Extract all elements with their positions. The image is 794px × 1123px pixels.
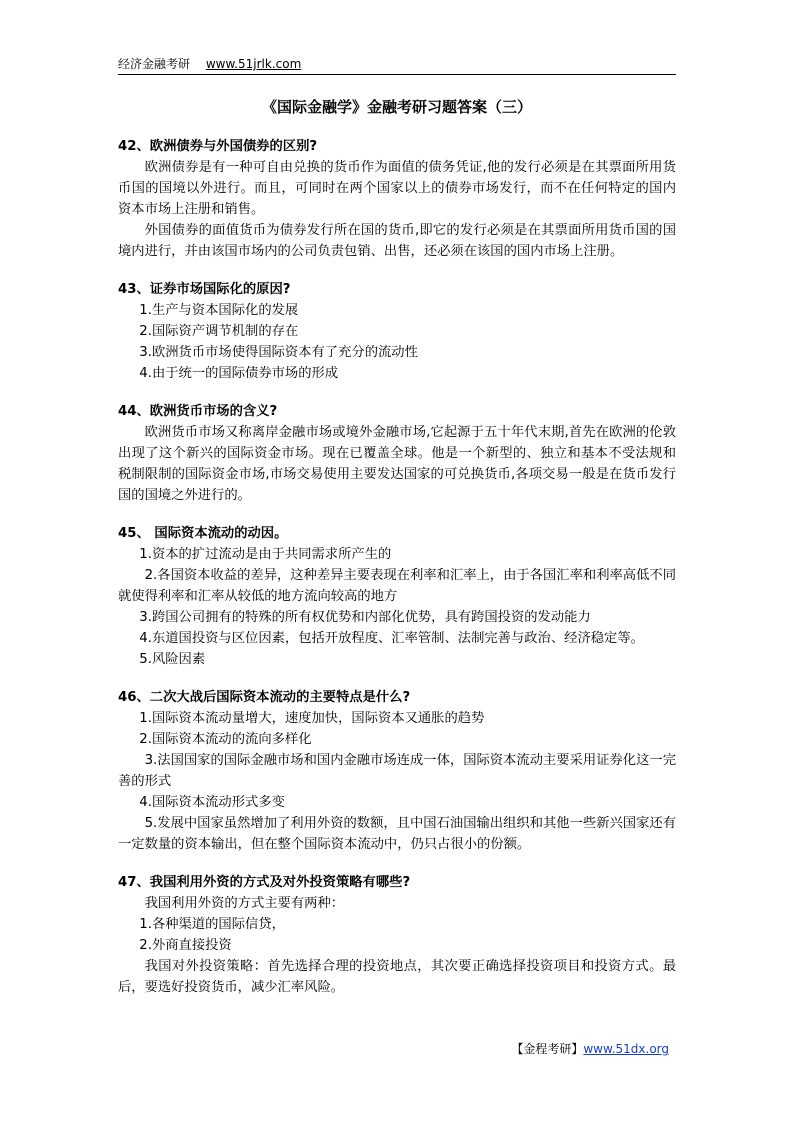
question-heading: 47、我国利用外资的方式及对外投资策略有哪些? [118,875,411,890]
question-heading: 44、欧洲货币市场的含义? [118,404,278,419]
answer-paragraph: 我国利用外资的方式主要有两种： [144,896,345,911]
question-heading: 45、 国际资本流动的动因。 [118,526,288,541]
question-43 [118,279,676,384]
question-47 [118,872,676,998]
answer-list-item: 3.法国国家的国际金融市场和国内金融市场连成一体，国际资本流动主要采用证券化这一完善的形式 [118,753,676,789]
document-title: 《国际金融学》金融考研习题答案（三） [261,98,532,116]
answer-list-item: 2.国际资本流动的流向多样化 [139,732,312,747]
answer-list-item: 3.跨国公司拥有的特殊的所有权优势和内部化优势，具有跨国投资的发动能力 [139,610,591,625]
answer-list-item: 2.外商直接投资 [139,938,232,953]
header-brand: 经济金融考研 [118,57,191,71]
answer-list-item: 2.各国资本收益的差异，这种差异主要表现在利率和汇率上，由于各国汇率和利率高低不同就使得利率和汇率从较低的地方流向较高的地方 [118,568,676,604]
footer-label: 【金程考研】 [511,1042,584,1056]
question-heading: 43、证券市场国际化的原因? [118,282,291,297]
page-footer [0,1040,669,1058]
question-45 [118,523,676,670]
answer-paragraph: 我国对外投资策略：首先选择合理的投资地点，其次要正确选择投资项目和投资方式。最后，要选好投资货币，减少汇率风险。 [118,959,676,995]
answer-list-item: 4.东道国投资与区位因素，包括开放程度、汇率管制、法制完善与政治、经济稳定等。 [139,631,644,646]
header-url-link[interactable]: www.51jrlk.com [205,57,302,71]
answer-paragraph: 欧洲债券是有一种可自由兑换的货币作为面值的债务凭证,他的发行必须是在其票面所用货币国的国境以外进行。而且，可同时在两个国家以上的债券市场发行，而不在任何特定的国内资本市场上注册和销售。 [118,160,676,217]
answer-list-item: 5.风险因素 [139,652,206,667]
answer-list-item: 2.国际资产调节机制的存在 [139,324,299,339]
document-body [118,136,676,1015]
answer-list-item: 4.国际资本流动形式多变 [139,795,285,810]
answer-list-item: 3.欧洲货币市场使得国际资本有了充分的流动性 [139,345,418,360]
page-header [118,54,676,75]
answer-list-item: 1.各种渠道的国际信贷， [139,917,285,932]
question-heading: 46、二次大战后国际资本流动的主要特点是什么? [118,690,411,705]
answer-list-item: 1.资本的扩过流动是由于共同需求所产生的 [139,547,392,562]
question-44 [118,401,676,506]
question-46 [118,687,676,855]
answer-paragraph: 外国债券的面值货币为债券发行所在国的货币,即它的发行必须是在其票面所用货币国的国境内进行，并由该国市场内的公司负责包销、出售，还必须在该国的国内市场上注册。 [118,223,676,259]
answer-list-item: 1.国际资本流动量增大，速度加快，国际资本又通胀的趋势 [139,711,485,726]
answer-list-item: 5.发展中国家虽然增加了利用外资的数额，且中国石油国输出组织和其他一些新兴国家还有一定数量的资本输出，但在整个国际资本流动中，仍只占很小的份额。 [118,816,676,852]
answer-paragraph: 欧洲货币市场又称离岸金融市场或境外金融市场,它起源于五十年代末期,首先在欧洲的伦敦出现了这个新兴的国际资金市场。现在已覆盖全球。他是一个新型的、独立和基本不受法规和税制限制的国际资金市场,市场交易使用主要发达国家的可兑换货币,各项交易一般是在货币发行国的国境之外进行的。 [118,425,676,503]
question-heading: 42、欧洲债券与外国债券的区别? [118,139,318,154]
footer-url-link[interactable]: www.51dx.org [583,1042,669,1056]
answer-list-item: 1.生产与资本国际化的发展 [139,303,299,318]
question-42 [118,136,676,262]
answer-list-item: 4.由于统一的国际债券市场的形成 [139,366,339,381]
